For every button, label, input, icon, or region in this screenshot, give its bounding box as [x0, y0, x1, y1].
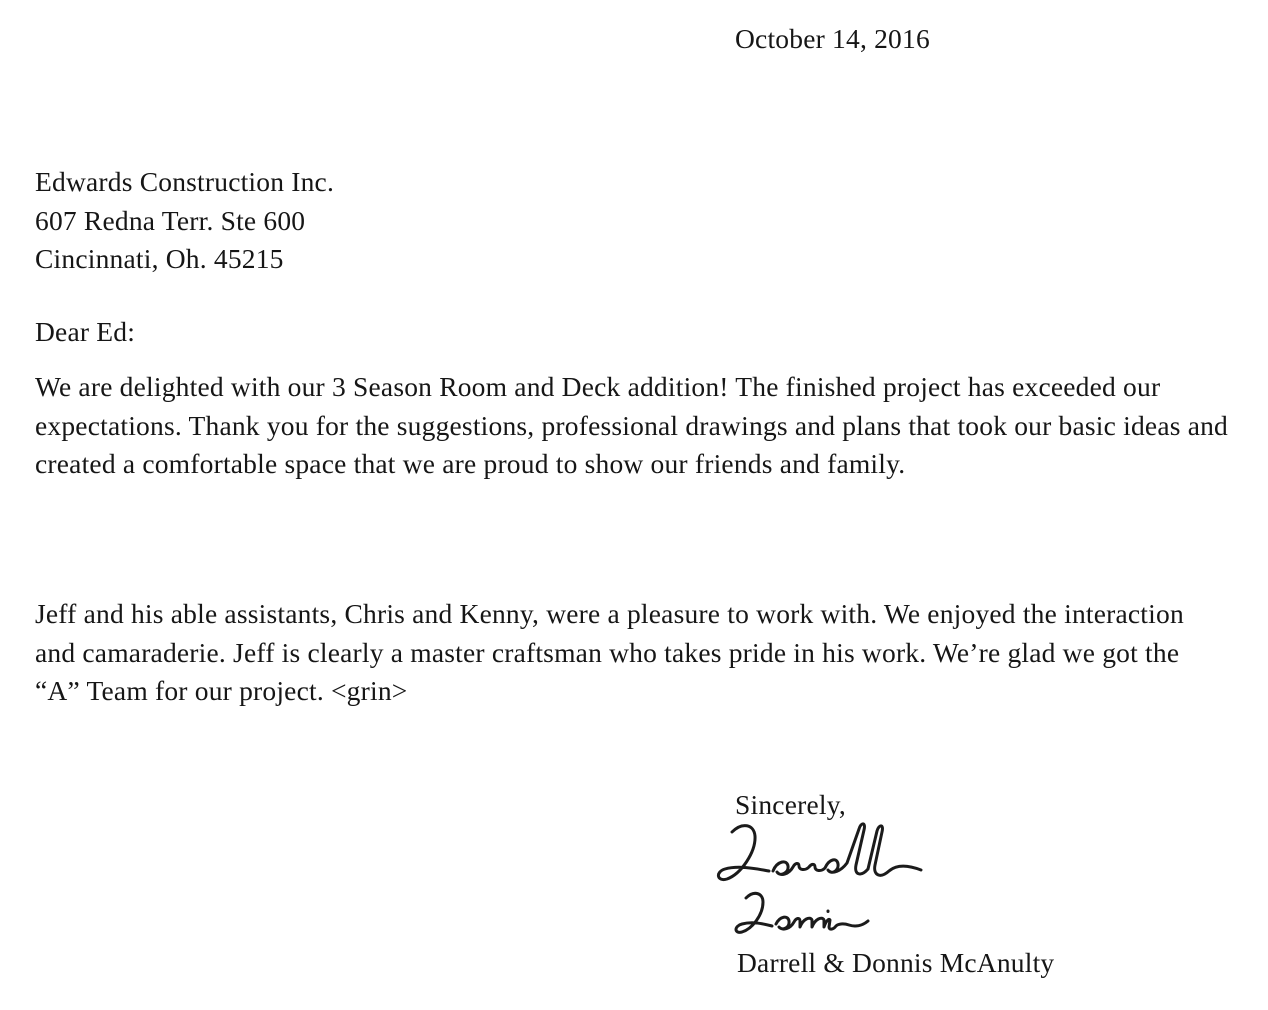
recipient-address	[35, 163, 334, 279]
signature-typed-names: Darrell & Donnis McAnulty	[737, 947, 1055, 978]
salutation: Dear Ed:	[35, 316, 136, 347]
handwritten-signature-darrell	[710, 818, 930, 896]
recipient-city: Cincinnati, Oh. 45215	[35, 243, 284, 274]
letter-date: October 14, 2016	[735, 23, 930, 54]
recipient-street: 607 Redna Terr. Ste 600	[35, 204, 306, 236]
closing: Sincerely,	[735, 789, 846, 820]
recipient-company: Edwards Construction Inc.	[35, 166, 335, 197]
handwritten-signature-donnis	[728, 886, 898, 946]
body-paragraph-2: Jeff and his able assistants, Chris and Kenny, were a pleasure to work with. We enjoyed the interaction and camaraderie. Jeff is clearly a master craftsman who takes pride in his work. We’re glad we got the “A” Team for our project. <grin>	[35, 598, 1184, 706]
body-paragraph-1: We are delighted with our 3 Season Room and Deck addition! The finished project has exceeded our expectations. Thank you for the suggestions, professional drawings and plans that took our basic ideas and created a comfortable space that we are proud to show our friends and family.	[35, 371, 1229, 479]
